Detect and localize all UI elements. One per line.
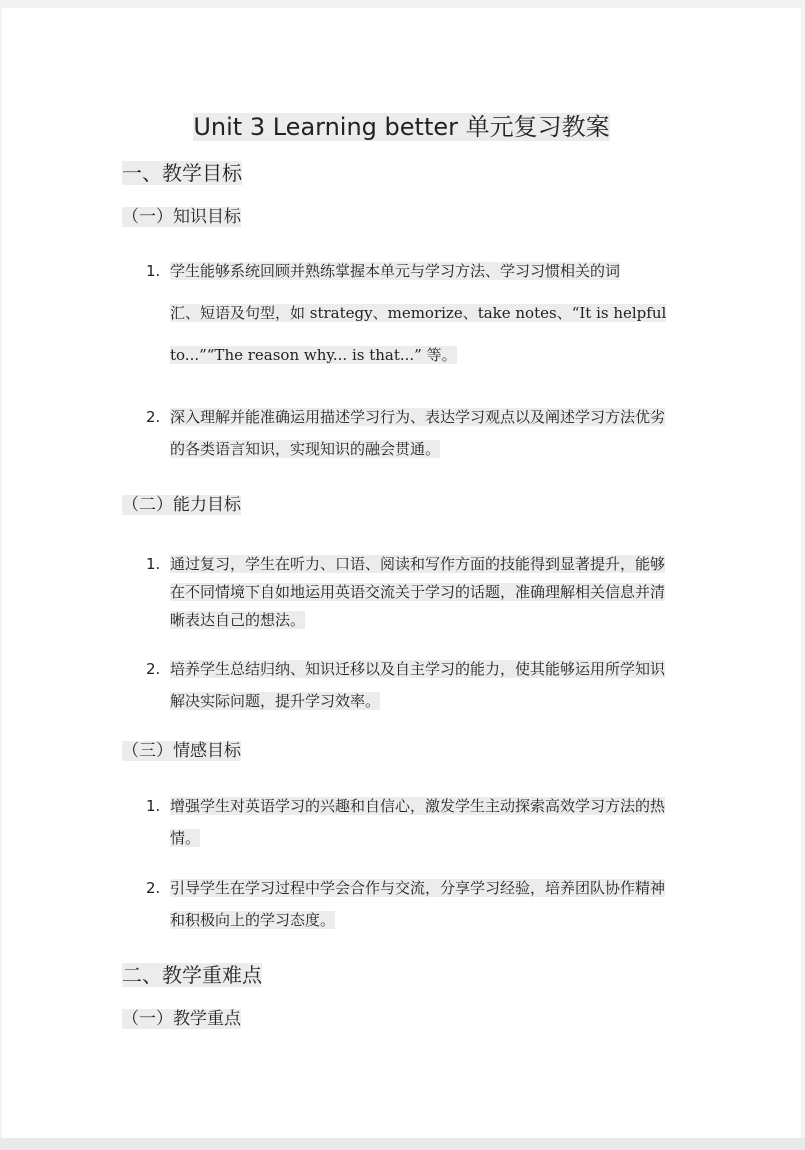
list-number: 1. [146,797,161,815]
viewer-bottom-edge [0,1138,805,1150]
list-item [146,401,686,465]
subsection-heading-teaching-focus: （一）教学重点 [122,1009,241,1029]
document-title: Unit 3 Learning better 单元复习教案 [193,113,610,141]
list-number: 2. [146,408,161,426]
document-page [2,8,801,1138]
list-item [146,250,686,376]
section-heading-teaching-objectives: 一、教学目标 [122,161,242,185]
list-number: 1. [146,262,161,280]
list-item-text: 增强学生对英语学习的兴趣和自信心，激发学生主动探索高效学习方法的热情。 [170,797,666,847]
list-item [146,653,686,717]
list-number: 2. [146,879,161,897]
subsection-heading-knowledge-objectives: （一）知识目标 [122,207,241,227]
list-item-text: 深入理解并能准确运用描述学习行为、表达学习观点以及阐述学习方法优劣的各类语言知识，实现知识的融会贯通。 [170,408,666,458]
section-heading-key-difficult-points: 二、教学重难点 [122,963,262,987]
list-item [146,872,686,936]
list-item-text: 引导学生在学习过程中学会合作与交流，分享学习经验，培养团队协作精神和积极向上的学习态度。 [170,879,666,929]
list-item-text: 通过复习，学生在听力、口语、阅读和写作方面的技能得到显著提升，能够在不同情境下自如地运用英语交流关于学习的话题，准确理解相关信息并清晰表达自己的想法。 [170,555,666,629]
list-number: 1. [146,555,161,573]
subsection-heading-affective-objectives: （三）情感目标 [122,741,241,761]
list-item [146,550,686,634]
list-item-text: 培养学生总结归纳、知识迁移以及自主学习的能力，使其能够运用所学知识解决实际问题，提升学习效率。 [170,660,666,710]
list-item-text: 学生能够系统回顾并熟练掌握本单元与学习方法、学习习惯相关的词 汇、短语及句型，如 strategy、memorize、take notes、“It is helpful to...”“The reason why... is that...” 等。 [170,262,667,364]
list-item [146,790,686,854]
subsection-heading-ability-objectives: （二）能力目标 [122,495,241,515]
list-number: 2. [146,660,161,678]
